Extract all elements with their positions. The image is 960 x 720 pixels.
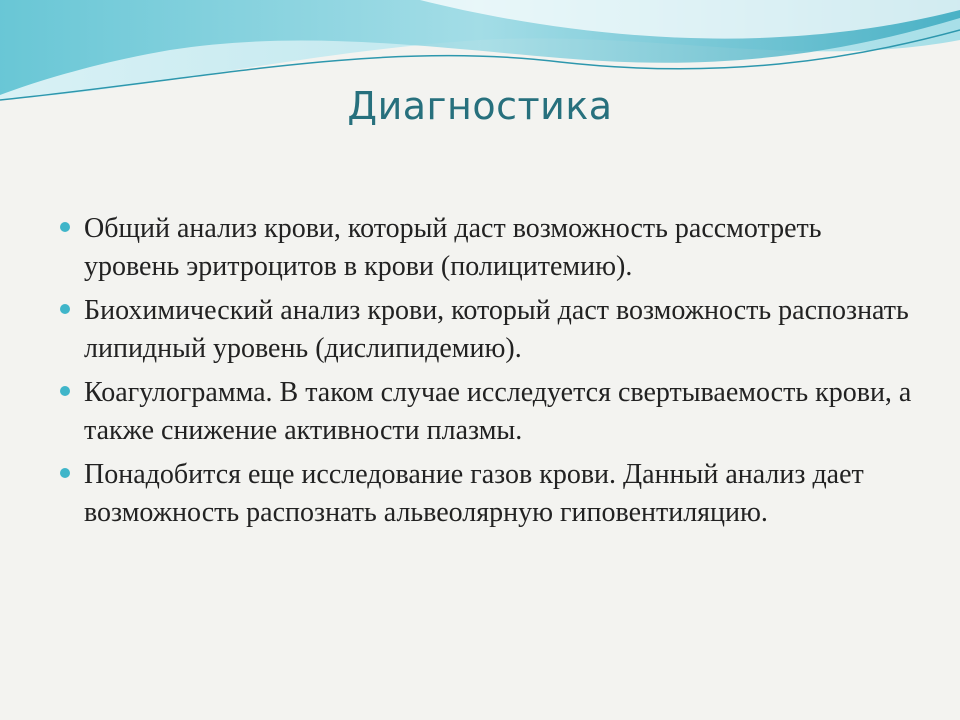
bullet-item <box>58 374 918 450</box>
bullet-text: Понадобится еще исследование газов крови. Данный анализ дает возможность распознать альвеолярную гиповентиляцию. <box>84 459 864 528</box>
bullet-dot-icon <box>60 468 70 478</box>
bullet-item <box>58 292 918 368</box>
bullet-item <box>58 456 918 532</box>
bullet-text: Общий анализ крови, который даст возможность рассмотреть уровень эритроцитов в крови (полицитемию). <box>84 213 822 282</box>
bullet-dot-icon <box>60 304 70 314</box>
bullet-text: Биохимический анализ крови, который даст возможность распознать липидный уровень (дислипидемию). <box>84 295 909 364</box>
bullet-item <box>58 210 918 286</box>
slide-title: Диагностика <box>347 84 613 128</box>
bullet-list <box>58 210 918 538</box>
bullet-dot-icon <box>60 222 70 232</box>
bullet-text: Коагулограмма. В таком случае исследуется свертываемость крови, а также снижение активности плазмы. <box>84 377 912 446</box>
bullet-dot-icon <box>60 386 70 396</box>
